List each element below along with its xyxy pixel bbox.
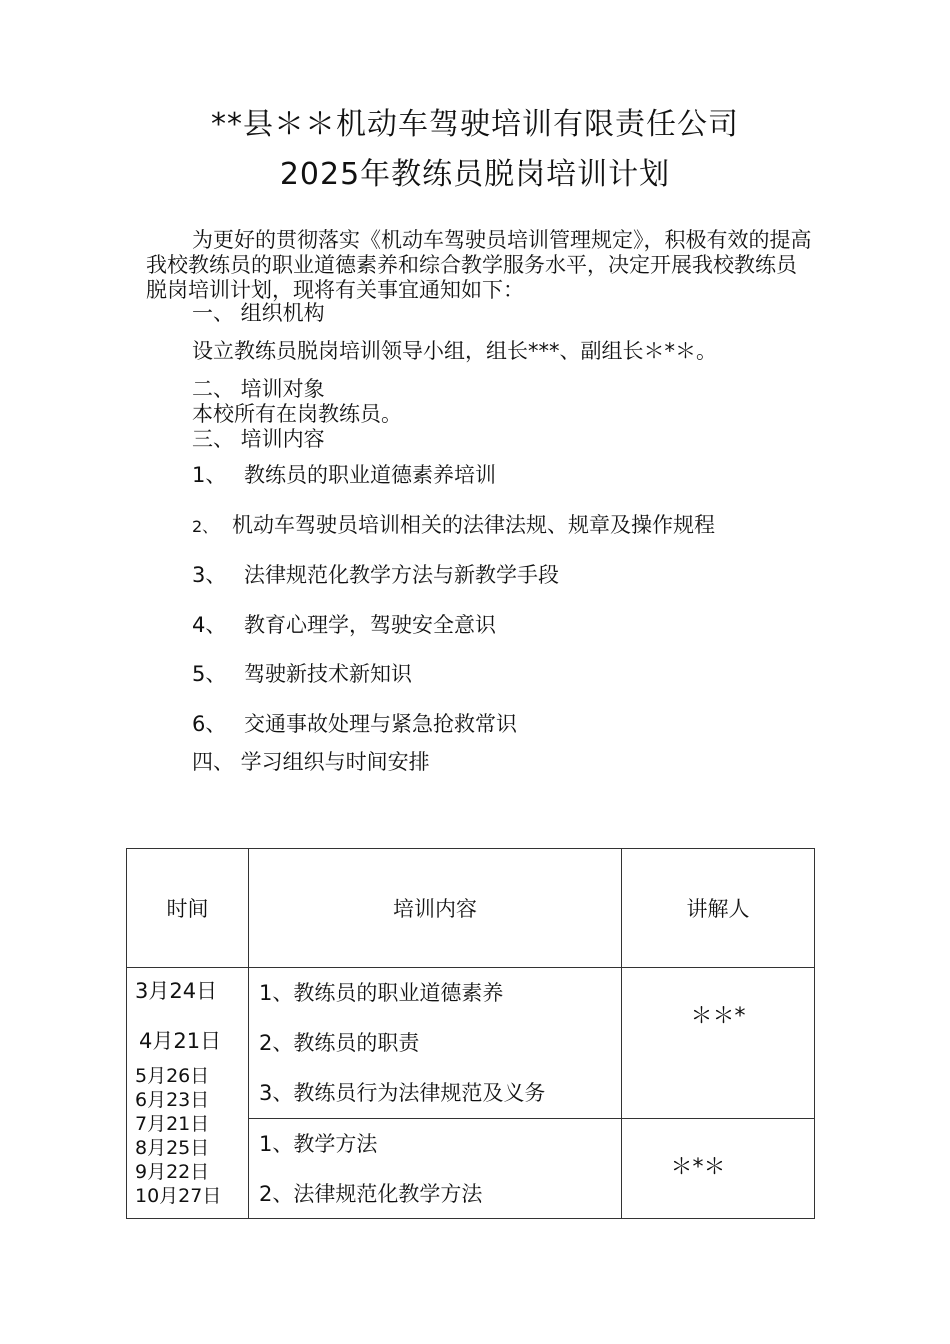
- group1-item: 2、教练员的职责: [259, 1031, 420, 1055]
- content-item: 1、 教练员的职业道德素养培训: [192, 463, 496, 487]
- table-header-row: [127, 849, 815, 968]
- date-item: 5月26日: [135, 1065, 210, 1087]
- content-item: 5、 驾驶新技术新知识: [192, 662, 412, 686]
- group2-content-cell: [249, 1118, 622, 1218]
- table-row: [127, 968, 815, 1119]
- section-target-text: 本校所有在岗教练员。: [192, 402, 402, 426]
- date-item: 10月27日: [135, 1185, 222, 1207]
- date-item: 7月21日: [135, 1113, 210, 1135]
- group1-speaker: ＊＊*: [690, 1004, 746, 1029]
- schedule-table: [126, 848, 815, 1219]
- dates-cell: [127, 968, 249, 1219]
- section-schedule-heading: 四、 学习组织与时间安排: [192, 750, 430, 774]
- group1-speaker-cell: [622, 968, 815, 1119]
- group1-item: 3、教练员行为法律规范及义务: [259, 1081, 546, 1105]
- header-time: 时间: [127, 849, 249, 968]
- section-content-heading: 三、 培训内容: [192, 427, 325, 451]
- group2-speaker-cell: [622, 1118, 815, 1218]
- group2-item: 1、教学方法: [259, 1131, 378, 1156]
- date-item: 9月22日: [135, 1161, 210, 1183]
- content-item: 4、 教育心理学，驾驶安全意识: [192, 613, 496, 637]
- group1-item: 1、教练员的职业道德素养: [259, 981, 504, 1005]
- group2-speaker: ＊*＊: [670, 1154, 726, 1180]
- date-item: 8月25日: [135, 1137, 210, 1159]
- content-item: 2、 机动车驾驶员培训相关的法律法规、规章及操作规程: [192, 513, 715, 537]
- content-item: 3、 法律规范化教学方法与新教学手段: [192, 563, 559, 587]
- doc-title-line1: **县＊＊机动车驾驶培训有限责任公司: [211, 107, 739, 142]
- section-org-text: 设立教练员脱岗培训领导小组，组长***、副组长＊*＊。: [192, 339, 717, 363]
- intro-paragraph: [146, 228, 812, 303]
- date-item: 6月23日: [135, 1089, 210, 1111]
- date-item: 4月21日: [139, 1029, 222, 1053]
- group2-item: 2、法律规范化教学方法: [259, 1181, 483, 1206]
- section-org-heading: 一、 组织机构: [192, 301, 325, 325]
- header-content: 培训内容: [249, 849, 622, 968]
- doc-title-line2: 2025年教练员脱岗培训计划: [279, 157, 671, 192]
- date-item: 3月24日: [135, 979, 218, 1003]
- intro-text: 为更好的贯彻落实《机动车驾驶员培训管理规定》，积极有效的提高我校教练员的职业道德素养和综合教学服务水平，决定开展我校教练员脱岗培训计划，现将有关事宜通知如下：: [146, 228, 812, 302]
- header-speaker: 讲解人: [622, 849, 815, 968]
- section-target-heading: 二、 培训对象: [192, 377, 325, 401]
- group1-content-cell: [249, 968, 622, 1119]
- content-item: 6、 交通事故处理与紧急抢救常识: [192, 712, 517, 736]
